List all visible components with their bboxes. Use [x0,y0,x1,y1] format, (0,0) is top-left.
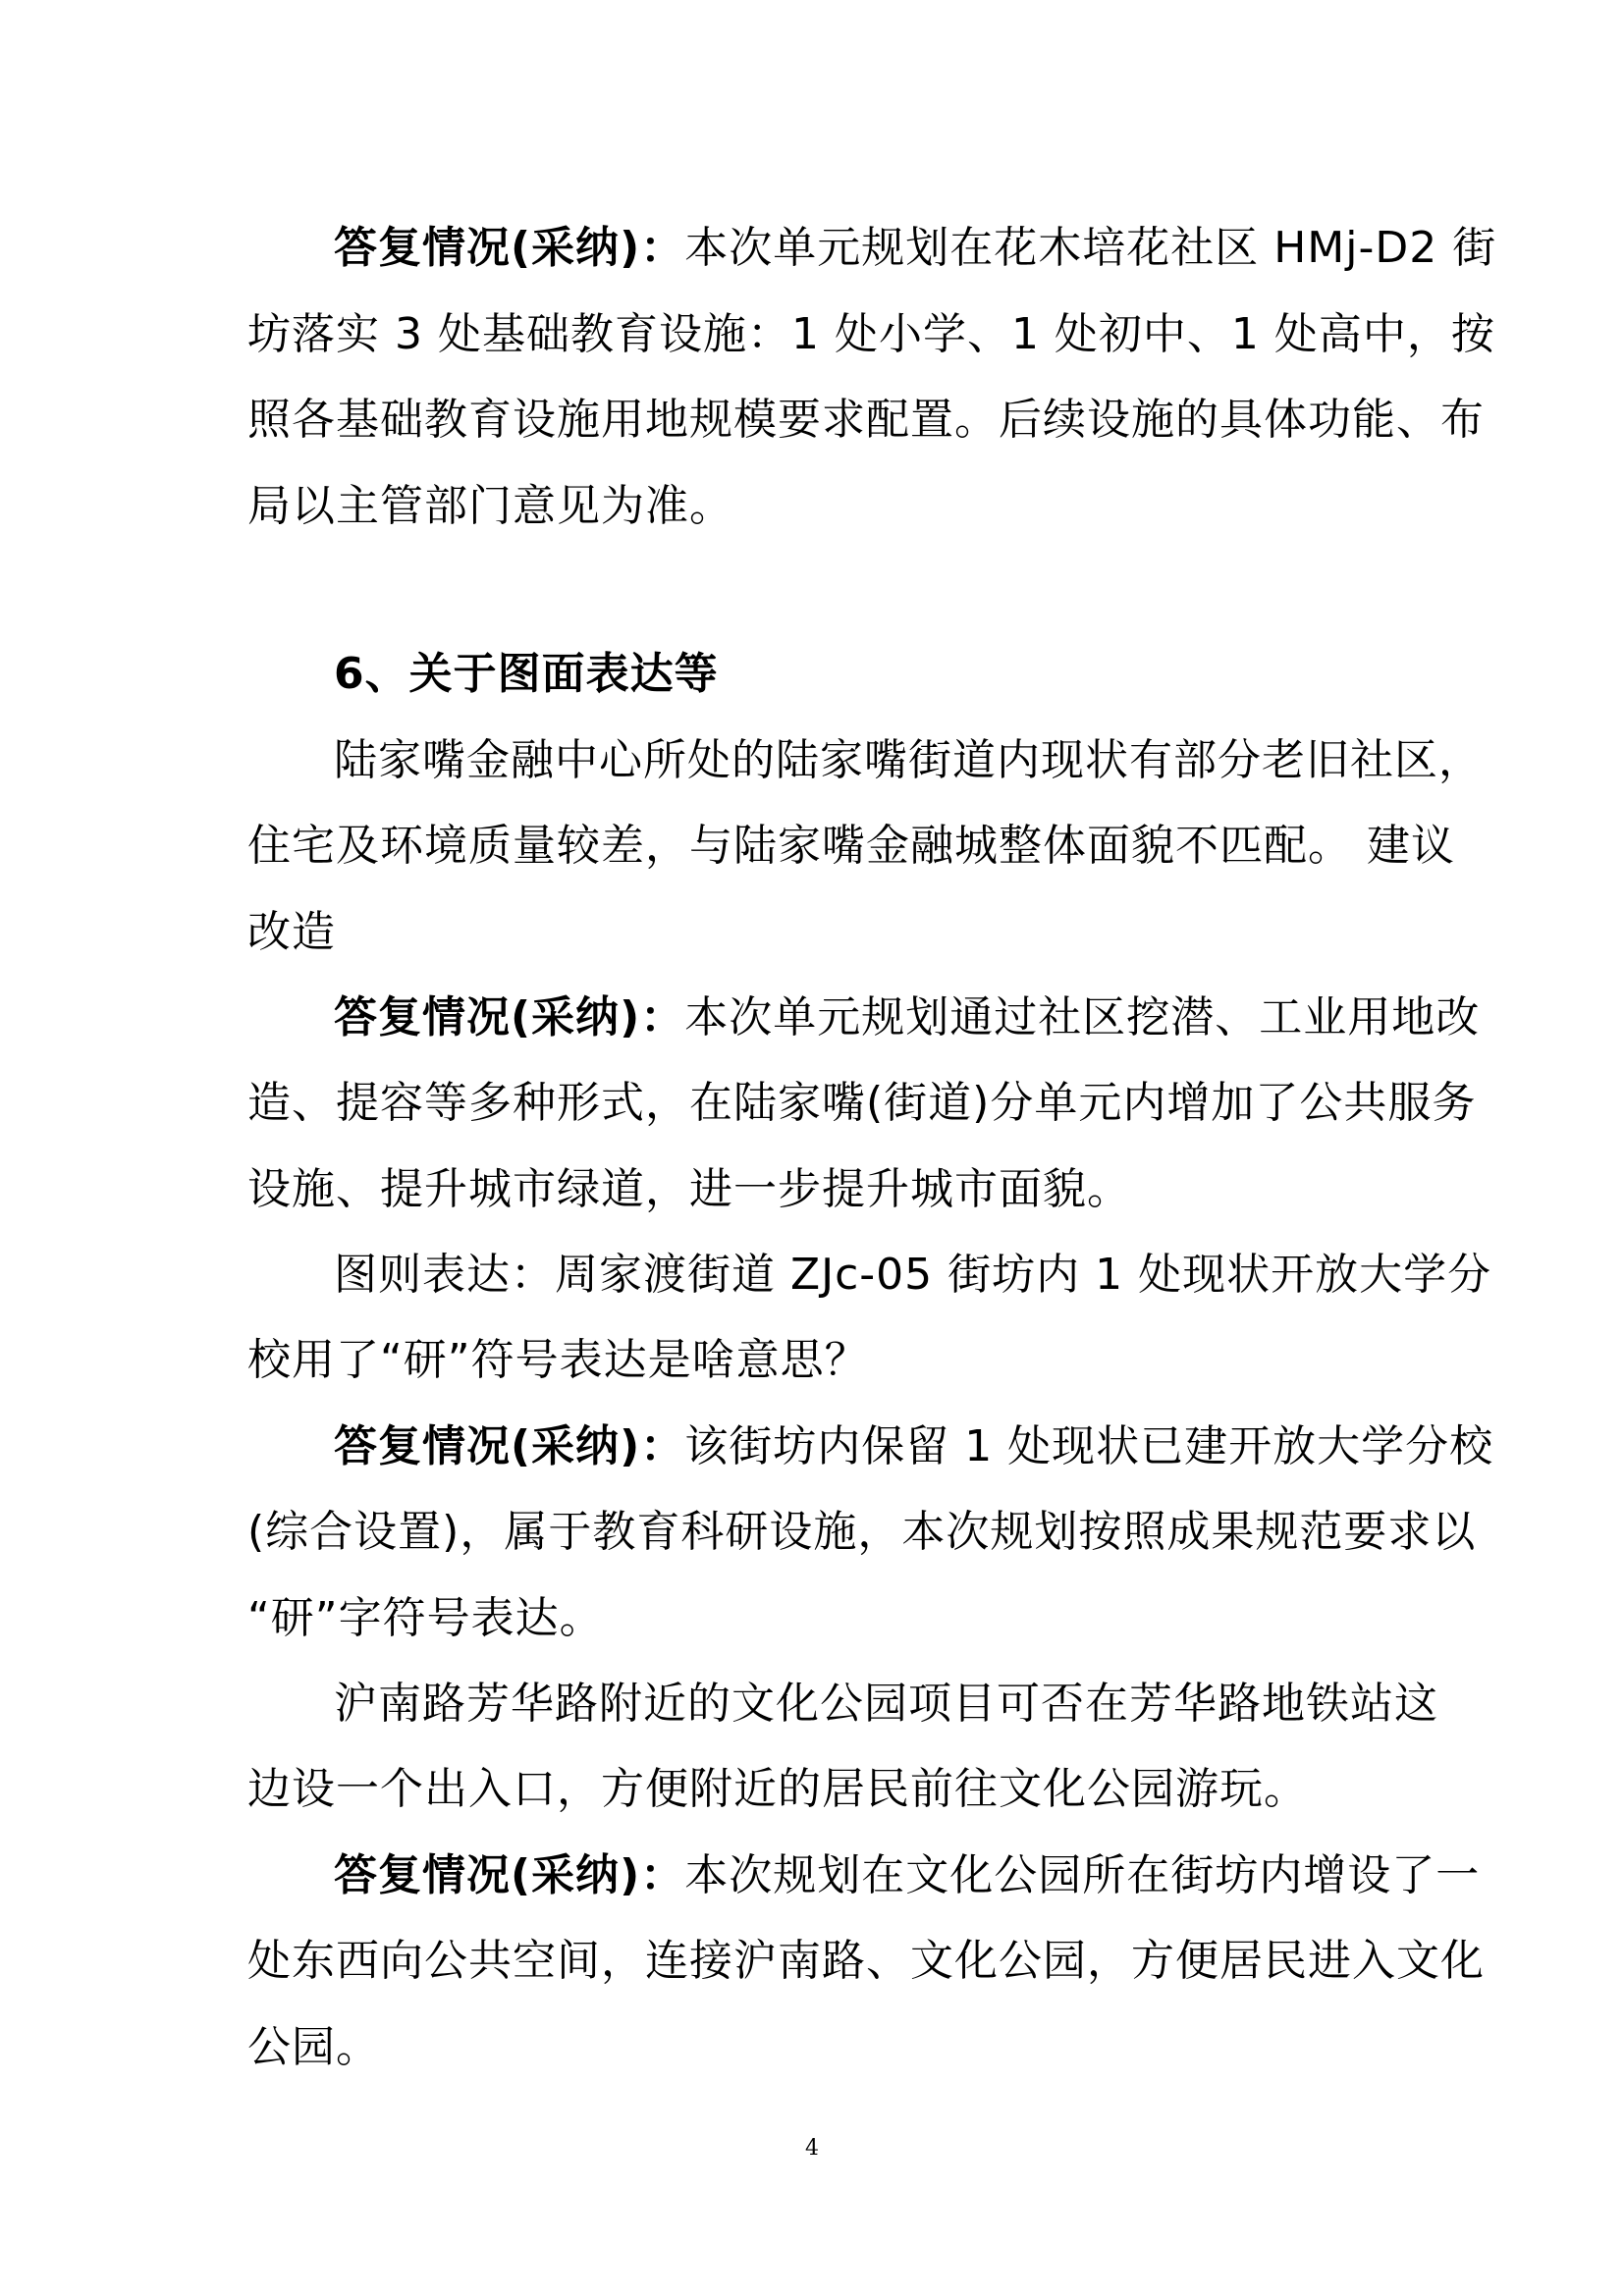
reply-label: 答复情况(采纳)： [334,223,685,273]
reply-paragraph-1-line-3: 照各基础教育设施用地规模要求配置。后续设施的具体功能、布 [247,395,1485,445]
reply-paragraph-4-line-3: 公园。 [247,2022,380,2072]
suggestion-paragraph-1-line-2: 住宅及环境质量较差，与陆家嘴金融城整体面貌不匹配。 建议 [247,821,1455,871]
reply-label: 答复情况(采纳)： [334,1421,685,1471]
reply-label: 答复情况(采纳)： [334,992,685,1042]
reply-paragraph-3-line-3: “研”字符号表达。 [247,1593,604,1643]
reply-paragraph-3-line-1 [334,1417,1493,1476]
suggestion-paragraph-1-line-1: 陆家嘴金融中心所处的陆家嘴街道内现状有部分老旧社区， [334,735,1483,785]
reply-paragraph-2-line-3: 设施、提升城市绿道，进一步提升城市面貌。 [247,1164,1131,1214]
suggestion-paragraph-3-line-1: 沪南路芳华路附近的文化公园项目可否在芳华路地铁站这 [334,1679,1438,1729]
paragraph-text: 本次单元规划通过社区挖潜、工业用地改 [684,992,1481,1042]
reply-paragraph-1-line-4: 局以主管部门意见为准。 [247,481,733,531]
reply-paragraph-4-line-1 [334,1846,1480,1905]
reply-paragraph-3-line-2: (综合设置)，属于教育科研设施，本次规划按照成果规范要求以 [247,1507,1477,1557]
suggestion-paragraph-2-line-1: 图则表达：周家渡街道 ZJc-05 街坊内 1 处现状开放大学分 [334,1250,1492,1300]
reply-paragraph-2-line-2: 造、提容等多种形式，在陆家嘴(街道)分单元内增加了公共服务 [247,1078,1477,1128]
suggestion-paragraph-2-line-2: 校用了“研”符号表达是啥意思？ [247,1335,869,1385]
section-heading: 6、关于图面表达等 [334,649,719,699]
reply-paragraph-2-line-1 [334,988,1480,1047]
reply-label: 答复情况(采纳)： [334,1850,685,1900]
page-number: 4 [805,2136,819,2161]
paragraph-text: 本次规划在文化公园所在街坊内增设了一 [684,1850,1481,1900]
reply-paragraph-1-line-1 [334,219,1496,278]
reply-paragraph-4-line-2: 处东西向公共空间，连接沪南路、文化公园，方便居民进入文化 [247,1936,1485,1986]
reply-paragraph-1-line-2: 坊落实 3 处基础教育设施：1 处小学、1 处初中、1 处高中，按 [247,309,1495,359]
paragraph-text: 本次单元规划在花木培花社区 HMj-D2 街 [684,223,1497,273]
paragraph-text: 该街坊内保留 1 处现状已建开放大学分校 [684,1421,1494,1471]
suggestion-paragraph-1-line-3: 改造 [247,907,336,957]
suggestion-paragraph-3-line-2: 边设一个出入口，方便附近的居民前往文化公园游玩。 [247,1764,1308,1814]
